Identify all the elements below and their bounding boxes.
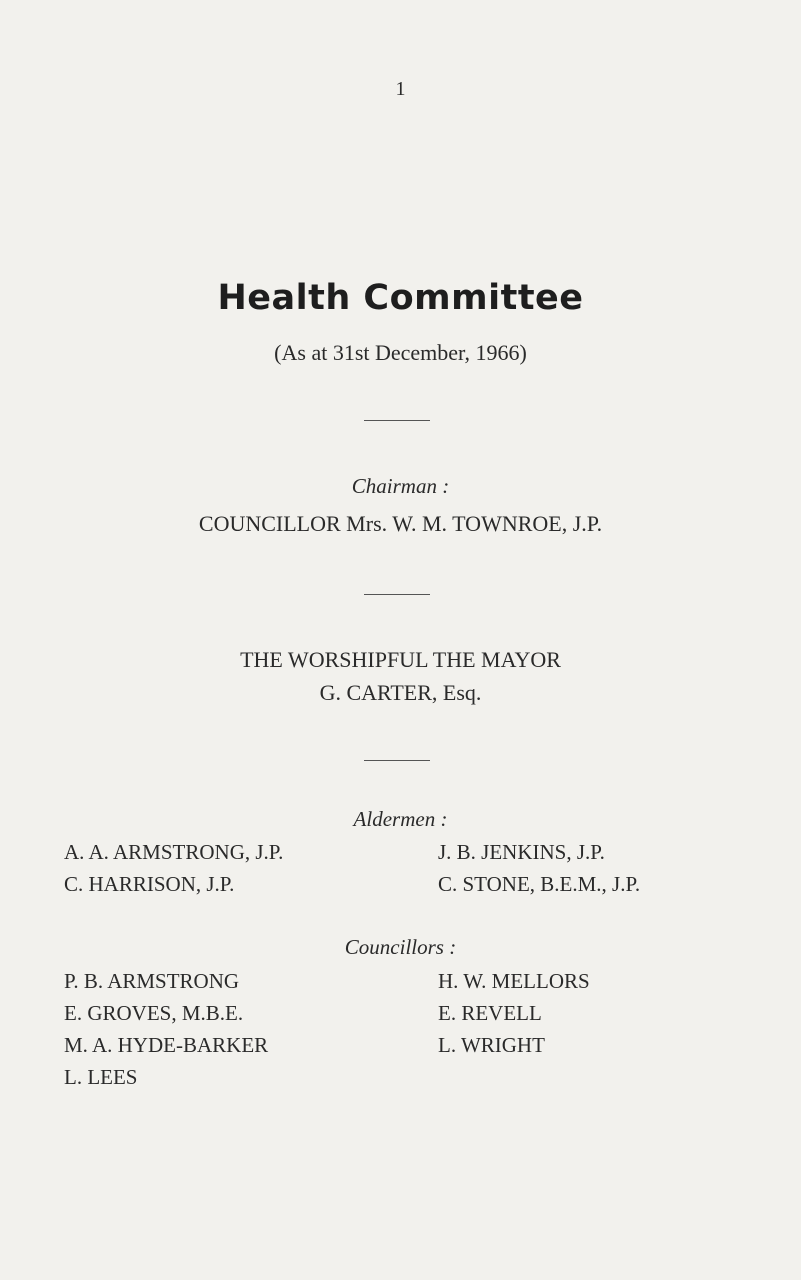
alderman-name: A. A. ARMSTRONG, J.P. (64, 840, 284, 864)
councillor-name: E. GROVES, M.B.E. (64, 1001, 244, 1025)
alderman-name: J. B. JENKINS, J.P. (438, 840, 605, 864)
chairman-heading: Chairman : (351, 474, 450, 498)
alderman-name: C. STONE, B.E.M., J.P. (438, 872, 641, 896)
mayor-name: G. CARTER, Esq. (319, 680, 482, 705)
councillor-name: L. WRIGHT (438, 1033, 545, 1057)
alderman-name: C. HARRISON, J.P. (64, 872, 235, 896)
page-number: 1 (395, 78, 406, 100)
councillor-name: E. REVELL (438, 1001, 542, 1025)
page-title: Health Committee (217, 278, 584, 318)
councillor-name: P. B. ARMSTRONG (64, 969, 240, 993)
divider (364, 420, 430, 421)
divider (364, 760, 430, 761)
councillor-name: L. LEES (64, 1065, 138, 1089)
councillors-heading: Councillors : (344, 935, 457, 959)
chairman-name: COUNCILLOR Mrs. W. M. TOWNROE, J.P. (198, 511, 603, 536)
subtitle: (As at 31st December, 1966) (274, 340, 527, 365)
mayor-title: THE WORSHIPFUL THE MAYOR (240, 647, 561, 672)
councillor-name: M. A. HYDE-BARKER (64, 1033, 269, 1057)
aldermen-heading: Aldermen : (353, 807, 448, 831)
councillor-name: H. W. MELLORS (438, 969, 590, 993)
divider (364, 594, 430, 595)
